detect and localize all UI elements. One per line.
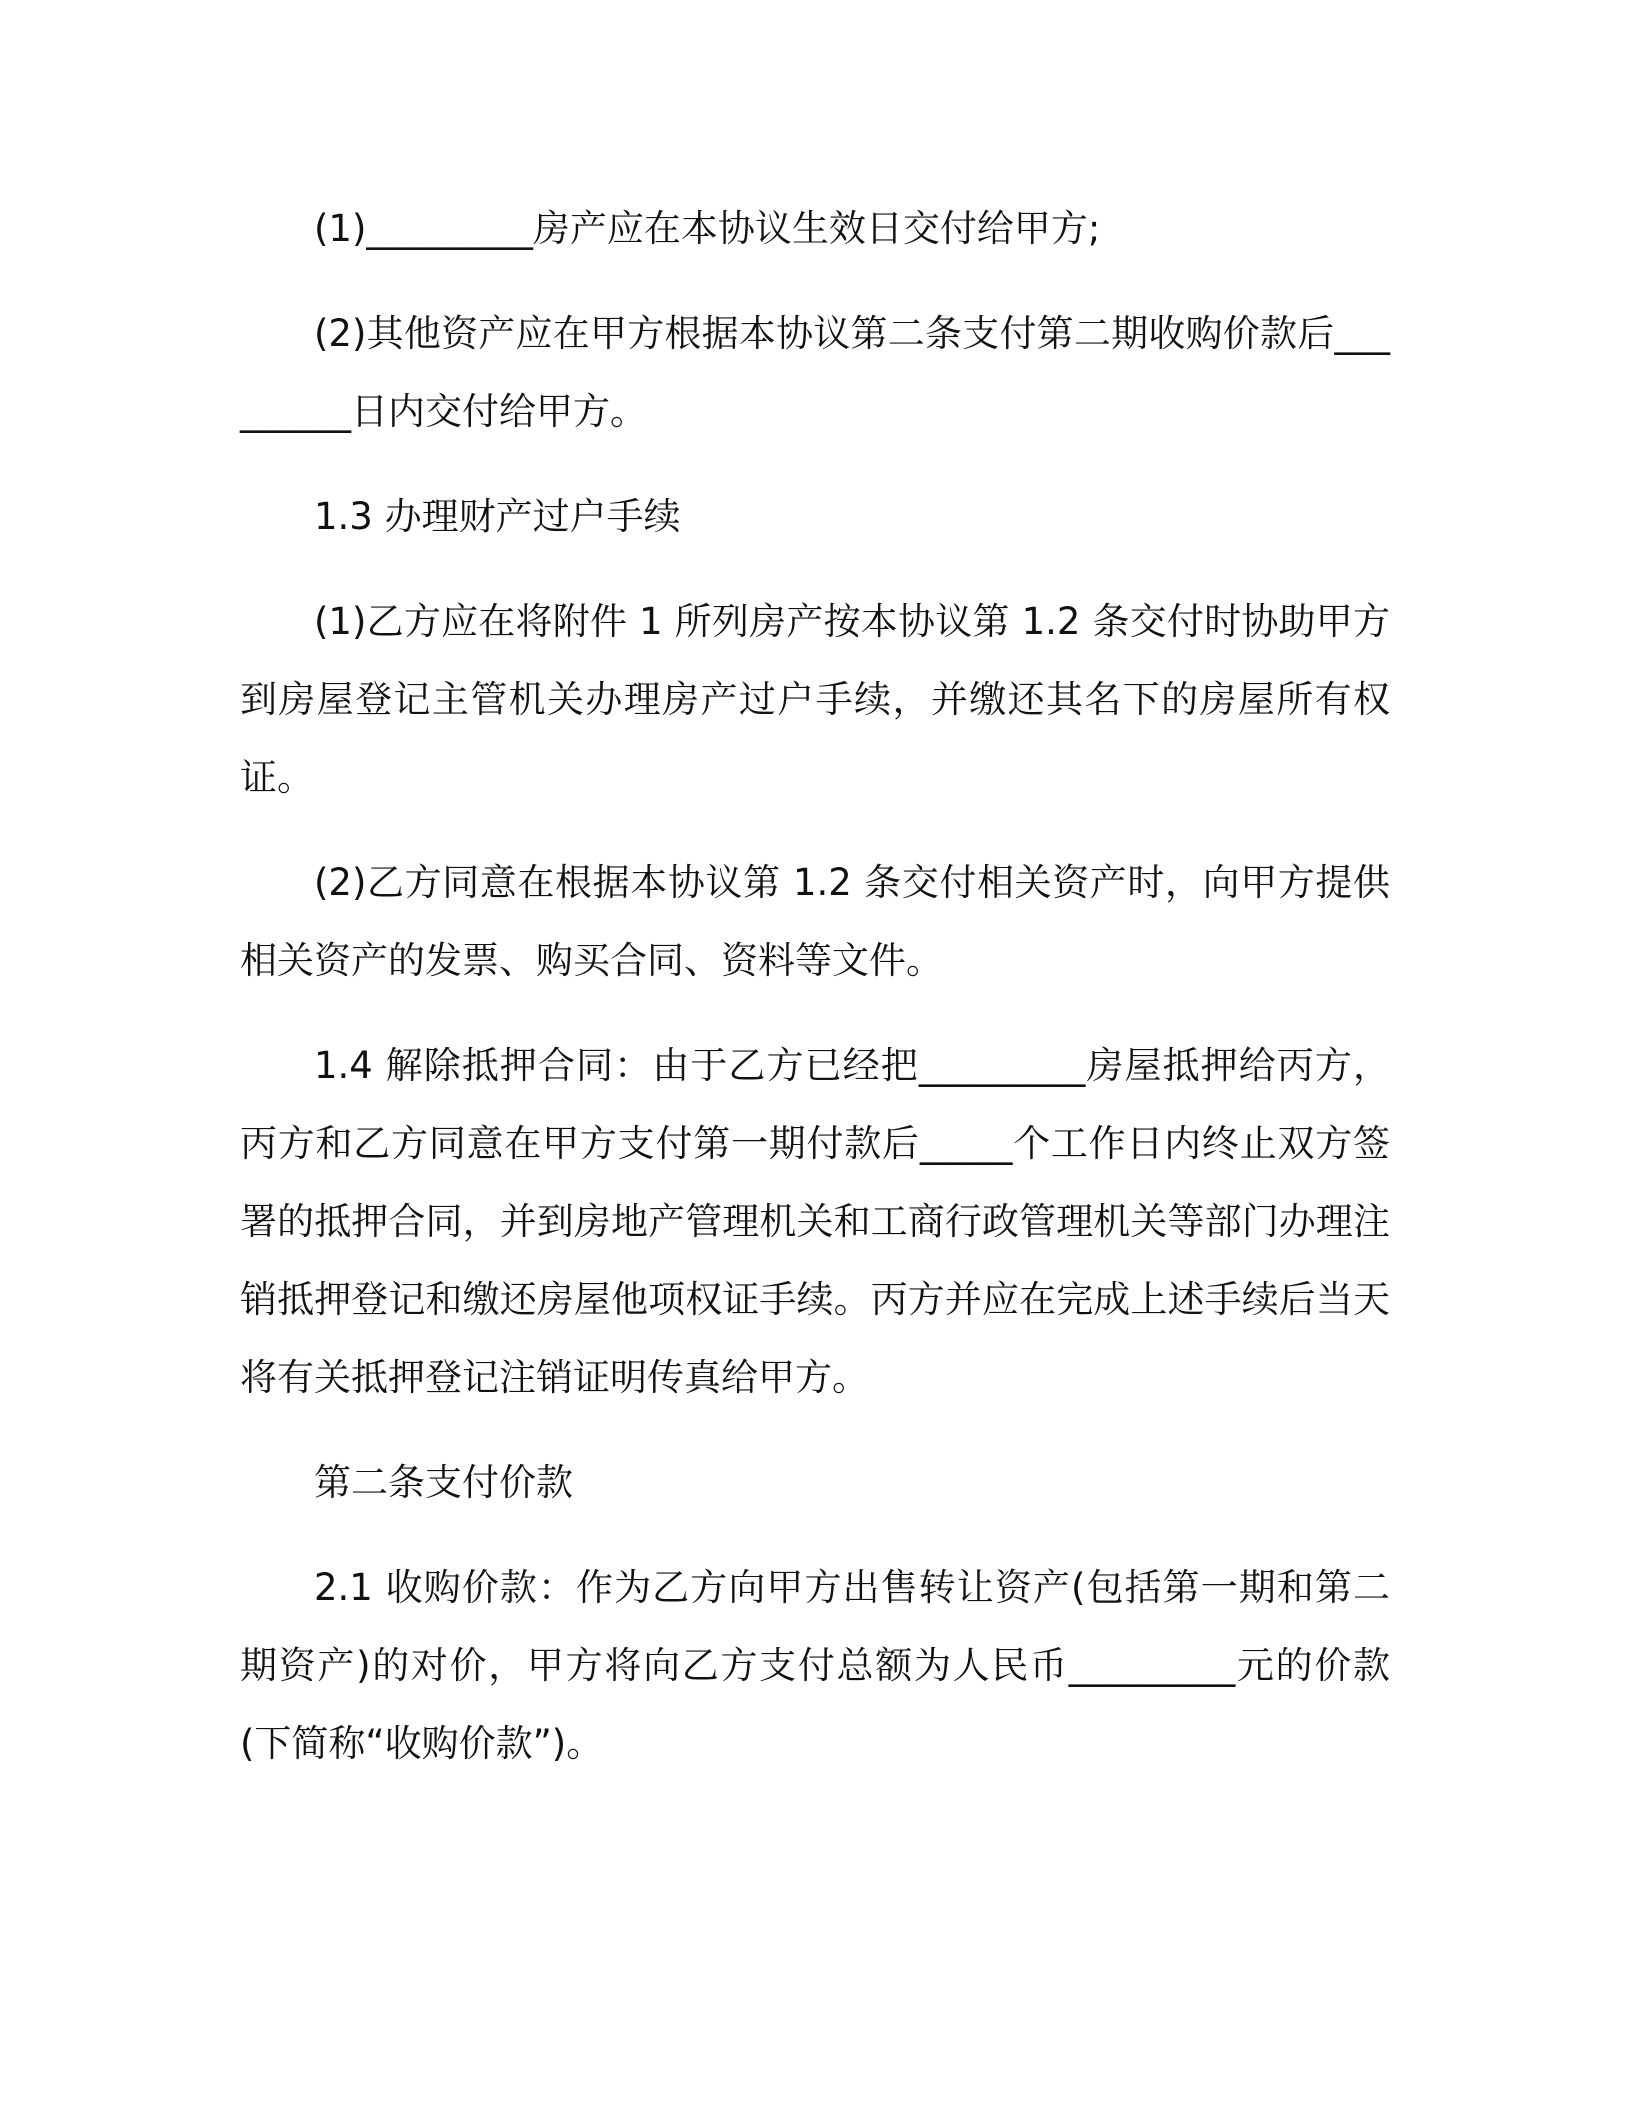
paragraph-1-3-1-transfer-procedures: (1)乙方应在将附件 1 所列房产按本协议第 1.2 条交付时协助甲方到房屋登记主管机关办理房产过户手续，并缴还其名下的房屋所有权证。 [240,600,1390,799]
paragraph-1-1-delivery-property: (1)_________房产应在本协议生效日交付给甲方; [314,207,1101,250]
paragraph-1-2-delivery-other-assets: (2)其他资产应在甲方根据本协议第二条支付第二期收购价款后_________日内交付给甲方。 [240,312,1390,433]
document-body [240,190,1390,1810]
article-heading-2-payment: 第二条支付价款 [314,1461,573,1504]
section-heading-1-3: 1.3 办理财产过户手续 [314,495,681,538]
paragraph-1-4-release-mortgage: 1.4 解除抵押合同：由于乙方已经把_________房屋抵押给丙方，丙方和乙方同意在甲方支付第一期付款后_____个工作日内终止双方签署的抵押合同，并到房地产管理机关和工商行政管理机关等部门办理注销抵押登记和缴还房屋他项权证手续。丙方并应在完成上述手续后当天将有关抵押登记注销证明传真给甲方。 [240,1044,1390,1399]
paragraph-2-1-purchase-price: 2.1 收购价款：作为乙方向甲方出售转让资产(包括第一期和第二期资产)的对价，甲方将向乙方支付总额为人民币_________元的价款(下简称“收购价款”)。 [240,1566,1390,1765]
paragraph-1-3-2-provide-documents: (2)乙方同意在根据本协议第 1.2 条交付相关资产时，向甲方提供相关资产的发票、购买合同、资料等文件。 [240,861,1390,982]
